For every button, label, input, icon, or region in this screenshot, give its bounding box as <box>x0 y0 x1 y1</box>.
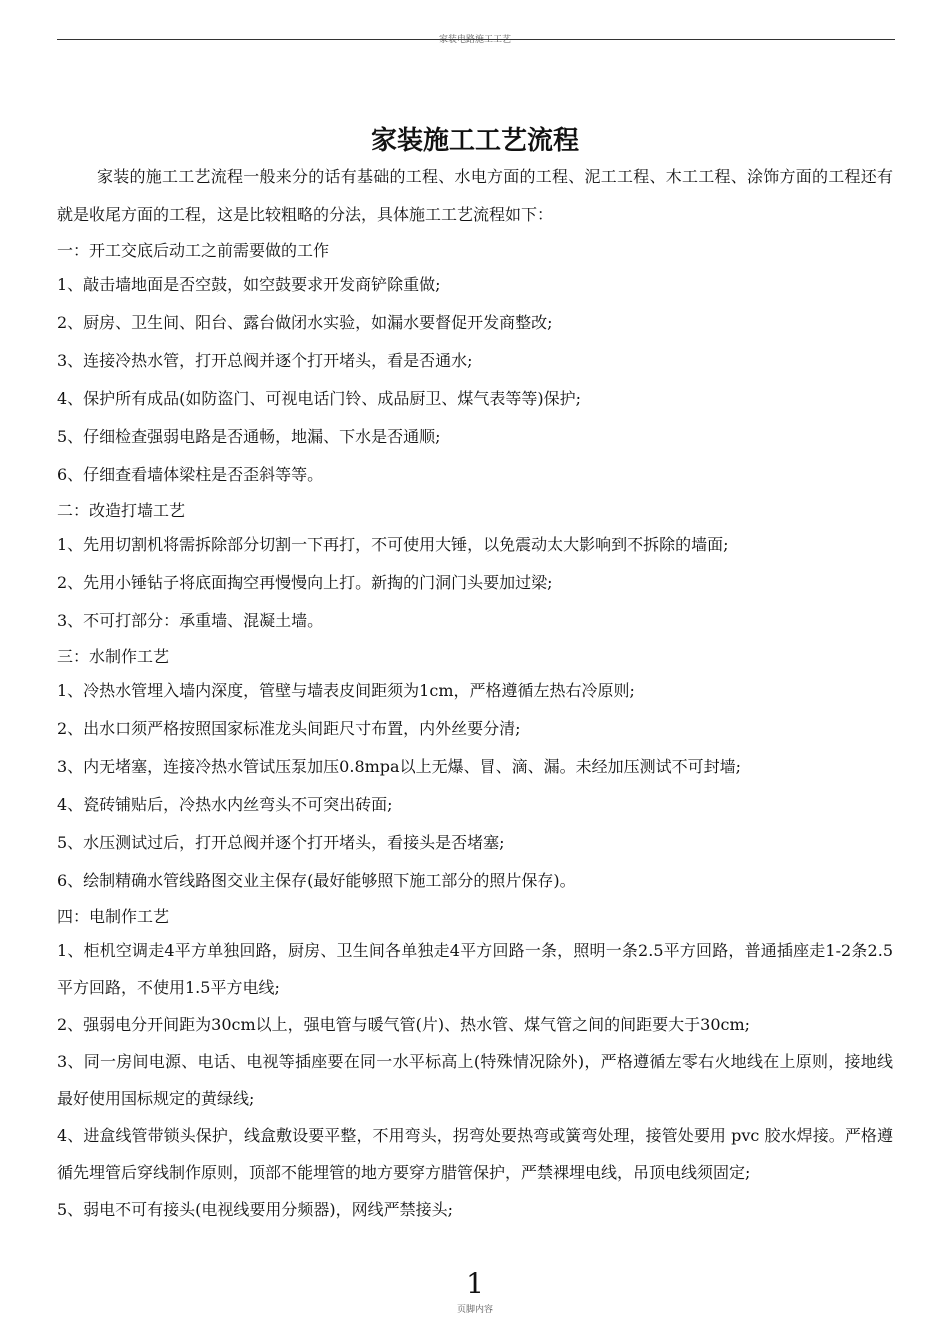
list-item: 5、水压测试过后，打开总阀并逐个打开堵头，看接头是否堵塞; <box>57 833 505 852</box>
list-item: 6、绘制精确水管线路图交业主保存(最好能够照下施工部分的照片保存)。 <box>57 871 576 890</box>
intro-paragraph: 家装的施工工艺流程一般来分的话有基础的工程、水电方面的工程、泥工工程、木工工程、涂饰方面的工程还有就是收尾方面的工程，这是比较粗略的分法，具体施工工艺流程如下： <box>57 167 893 224</box>
list-item: 2、强弱电分开间距为30cm以上，强电管与暖气管(片)、热水管、煤气管之间的间距要大于30cm; <box>57 1015 751 1034</box>
list-item: 3、不可打部分：承重墙、混凝土墙。 <box>57 611 324 630</box>
list-item: 2、先用小锤钻子将底面掏空再慢慢向上打。新掏的门洞门头要加过梁; <box>57 573 553 592</box>
list-item: 3、同一房间电源、电话、电视等插座要在同一水平标高上(特殊情况除外)，严格遵循左零右火地线在上原则，接地线最好使用国标规定的黄绿线; <box>57 1052 893 1108</box>
section-1 <box>57 236 893 494</box>
section-heading: 四：电制作工艺 <box>57 907 170 926</box>
list-item: 1、柜机空调走4平方单独回路，厨房、卫生间各单独走4平方回路一条，照明一条2.5平方回路，普通插座走1-2条2.5平方回路，不使用1.5平方电线; <box>57 941 893 997</box>
section-4 <box>57 902 893 1228</box>
list-item: 3、内无堵塞，连接冷热水管试压泵加压0.8mpa以上无爆、冒、滴、漏。未经加压测试不可封墙; <box>57 757 741 776</box>
running-header: 家装电路施工工艺 <box>438 35 511 45</box>
list-item: 3、连接冷热水管，打开总阀并逐个打开堵头，看是否通水; <box>57 351 473 370</box>
list-item: 4、保护所有成品(如防盗门、可视电话门铃、成品厨卫、煤气表等等)保护; <box>57 389 582 408</box>
document-title: 家装施工工艺流程 <box>370 126 579 157</box>
list-item: 2、出水口须严格按照国家标准龙头间距尺寸布置，内外丝要分清; <box>57 719 521 738</box>
list-item: 1、敲击墙地面是否空鼓，如空鼓要求开发商铲除重做; <box>57 275 441 294</box>
section-heading: 一：开工交底后动工之前需要做的工作 <box>57 241 330 260</box>
list-item: 4、进盒线管带锁头保护，线盒敷设要平整，不用弯头，拐弯处要热弯或簧弯处理，接管处要用 pvc 胶水焊接。严格遵循先埋管后穿线制作原则，顶部不能埋管的地方要穿方腊管保护，严禁裸埋电线，吊顶电线须固定; <box>57 1126 893 1182</box>
list-item: 1、冷热水管埋入墙内深度，管壁与墙表皮间距须为1cm，严格遵循左热右冷原则; <box>57 681 635 700</box>
list-item: 5、仔细检查强弱电路是否通畅，地漏、下水是否通顺; <box>57 427 441 446</box>
document-body <box>57 158 893 1228</box>
list-item: 6、仔细查看墙体梁柱是否歪斜等等。 <box>57 465 324 484</box>
page-number: 1 <box>466 1267 484 1300</box>
section-heading: 三：水制作工艺 <box>57 647 170 666</box>
list-item: 5、弱电不可有接头(电视线要用分频器)，网线严禁接头; <box>57 1200 454 1219</box>
section-2 <box>57 496 893 640</box>
section-heading: 二：改造打墙工艺 <box>57 501 186 520</box>
page-footer: 页脚内容 <box>456 1305 493 1315</box>
header-rule <box>57 39 895 40</box>
section-3 <box>57 642 893 900</box>
list-item: 4、瓷砖铺贴后，冷热水内丝弯头不可突出砖面; <box>57 795 393 814</box>
list-item: 2、厨房、卫生间、阳台、露台做闭水实验，如漏水要督促开发商整改; <box>57 313 553 332</box>
list-item: 1、先用切割机将需拆除部分切割一下再打，不可使用大锤，以免震动太大影响到不拆除的墙面; <box>57 535 729 554</box>
